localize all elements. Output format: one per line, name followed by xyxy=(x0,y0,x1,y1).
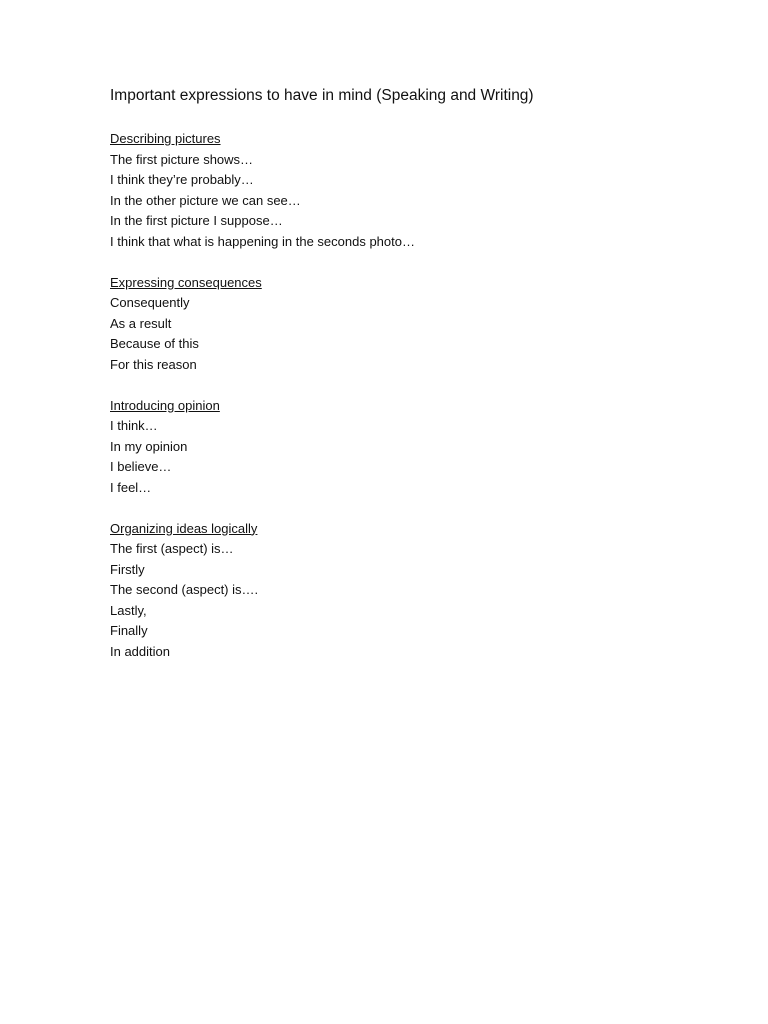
expression-item: Firstly xyxy=(110,561,145,577)
section-introducing-opinion xyxy=(110,396,415,499)
expression-item: Lastly, xyxy=(110,602,147,618)
expression-list xyxy=(110,293,415,375)
expression-item: I feel… xyxy=(110,479,152,495)
section-heading: Describing pictures xyxy=(110,131,221,146)
expression-list xyxy=(110,416,415,498)
expression-item: In the other picture we can see… xyxy=(110,192,301,208)
document-title: Important expressions to have in mind (Speaking and Writing) xyxy=(110,87,534,104)
section-organizing-ideas xyxy=(110,519,415,663)
expression-item: The first (aspect) is… xyxy=(110,541,234,556)
section-describing-pictures xyxy=(110,129,415,252)
expression-item: I think they’re probably… xyxy=(110,172,254,187)
expression-list xyxy=(110,150,415,253)
expression-item: For this reason xyxy=(110,356,197,372)
section-expressing-consequences xyxy=(110,273,415,376)
section-heading: Organizing ideas logically xyxy=(110,520,258,536)
expression-item: As a result xyxy=(110,315,172,331)
expression-item: In addition xyxy=(110,643,170,659)
expression-item: I believe… xyxy=(110,459,172,474)
document-body xyxy=(110,129,415,683)
expression-item: In my opinion xyxy=(110,438,188,454)
expression-item: Because of this xyxy=(110,336,199,351)
section-heading: Introducing opinion xyxy=(110,397,220,413)
section-heading: Expressing consequences xyxy=(110,274,262,290)
expression-item: I think that what is happening in the seconds photo… xyxy=(110,233,415,249)
expression-item: I think… xyxy=(110,418,158,433)
expression-item: Finally xyxy=(110,623,148,638)
expression-item: The second (aspect) is…. xyxy=(110,582,259,597)
expression-item: The first picture shows… xyxy=(110,151,254,167)
expression-item: Consequently xyxy=(110,295,190,310)
expression-item: In the first picture I suppose… xyxy=(110,213,283,228)
expression-list xyxy=(110,539,415,662)
